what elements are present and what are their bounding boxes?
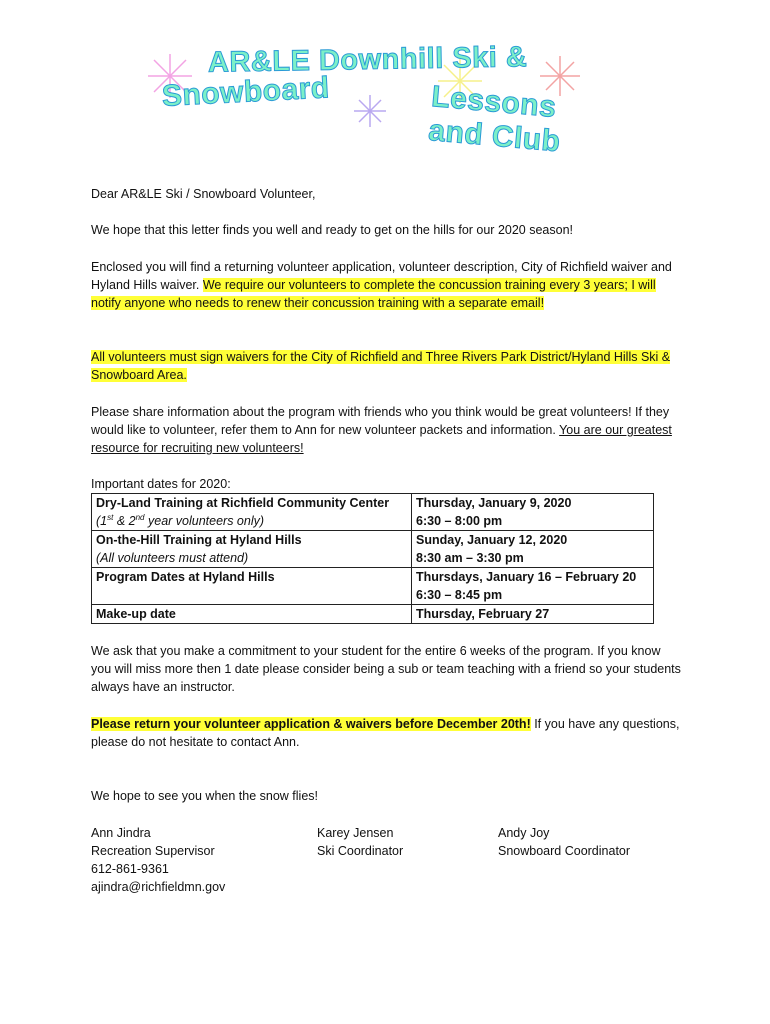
share-text: Please share information about the program with friends who you think would be great volunteers! If they would like to volunteer, refer them to Ann for new volunteer packets and information. bbox=[91, 405, 670, 437]
recruiting-note: You are our greatest resource for recruiting new volunteers! bbox=[91, 423, 672, 455]
event-title: Dry-Land Training at Richfield Community Center bbox=[96, 496, 390, 510]
signature-ann bbox=[91, 824, 225, 896]
event-time: 8:30 am – 3:30 pm bbox=[416, 551, 524, 565]
event-cell bbox=[92, 568, 412, 605]
table-row bbox=[92, 494, 654, 531]
letterhead bbox=[140, 36, 600, 159]
event-note: (All volunteers must attend) bbox=[96, 551, 249, 565]
important-dates-table bbox=[91, 493, 654, 624]
date-cell bbox=[412, 494, 654, 531]
event-date: Sunday, January 12, 2020 bbox=[416, 533, 568, 547]
date-cell bbox=[412, 531, 654, 568]
date-cell bbox=[412, 605, 654, 624]
event-title: On-the-Hill Training at Hyland Hills bbox=[96, 533, 302, 547]
event-date: Thursdays, January 16 – February 20 bbox=[416, 570, 637, 584]
commitment-paragraph: We ask that you make a commitment to your student for the entire 6 weeks of the program. If you know you will miss more then 1 date please consider being a sub or team teaching with a friend so your students always have an instructor. bbox=[91, 644, 681, 694]
enclosures-text: Enclosed you will find a returning volunteer application, volunteer description, City of Richfield waiver and Hyland Hills waiver. bbox=[91, 260, 672, 292]
signer-role: Recreation Supervisor bbox=[91, 844, 215, 858]
share-paragraph bbox=[91, 403, 681, 457]
closing-line: We hope to see you when the snow flies! bbox=[91, 789, 318, 803]
contact-text: If you have any questions, please do not hesitate to contact Ann. bbox=[91, 717, 680, 749]
title-line-1: AR&LE Downhill Ski & bbox=[207, 41, 528, 79]
event-date: Thursday, January 9, 2020 bbox=[416, 496, 572, 510]
event-cell bbox=[92, 605, 412, 624]
signer-email[interactable]: ajindra@richfieldmn.gov bbox=[91, 880, 226, 894]
signature-andy bbox=[498, 824, 630, 860]
signer-role: Snowboard Coordinator bbox=[498, 844, 631, 858]
table-row bbox=[92, 531, 654, 568]
event-time: 6:30 – 8:00 pm bbox=[416, 514, 503, 528]
enclosures-paragraph bbox=[91, 258, 681, 312]
intro-paragraph: We hope that this letter finds you well and ready to get on the hills for our 2020 season! bbox=[91, 223, 574, 237]
event-time: 6:30 – 8:45 pm bbox=[416, 588, 503, 602]
concussion-training-notice: We require our volunteers to complete the concussion training every 3 years; I will notify anyone who needs to renew their concussion training with a separate email! bbox=[91, 278, 656, 310]
title-line-2: Snowboard bbox=[161, 71, 331, 113]
dates-heading: Important dates for 2020: bbox=[91, 477, 231, 491]
date-cell bbox=[412, 568, 654, 605]
waiver-notice: All volunteers must sign waivers for the City of Richfield and Three Rivers Park District/Hyland Hills Ski & Snowboard Area. bbox=[91, 350, 671, 382]
table-row bbox=[92, 605, 654, 624]
signer-name: Karey Jensen bbox=[317, 826, 394, 840]
signer-name: Ann Jindra bbox=[91, 826, 151, 840]
event-note: (1st & 2nd year volunteers only) bbox=[96, 512, 265, 528]
event-cell bbox=[92, 531, 412, 568]
snowflake-icon bbox=[354, 95, 386, 127]
title-line-3: Lessons and Club bbox=[427, 80, 562, 159]
greeting: Dear AR&LE Ski / Snowboard Volunteer, bbox=[91, 187, 316, 201]
event-title: Program Dates at Hyland Hills bbox=[96, 570, 275, 584]
signer-name: Andy Joy bbox=[498, 826, 550, 840]
event-cell bbox=[92, 494, 412, 531]
deadline-paragraph bbox=[91, 715, 681, 751]
signer-role: Ski Coordinator bbox=[317, 844, 404, 858]
waiver-paragraph bbox=[91, 348, 681, 384]
event-date: Thursday, February 27 bbox=[416, 607, 550, 621]
signer-phone: 612-861-9361 bbox=[91, 862, 169, 876]
deadline-notice: Please return your volunteer application & waivers before December 20th! bbox=[91, 717, 531, 731]
table-row bbox=[92, 568, 654, 605]
event-title: Make-up date bbox=[96, 607, 176, 621]
signature-karey bbox=[317, 824, 403, 860]
